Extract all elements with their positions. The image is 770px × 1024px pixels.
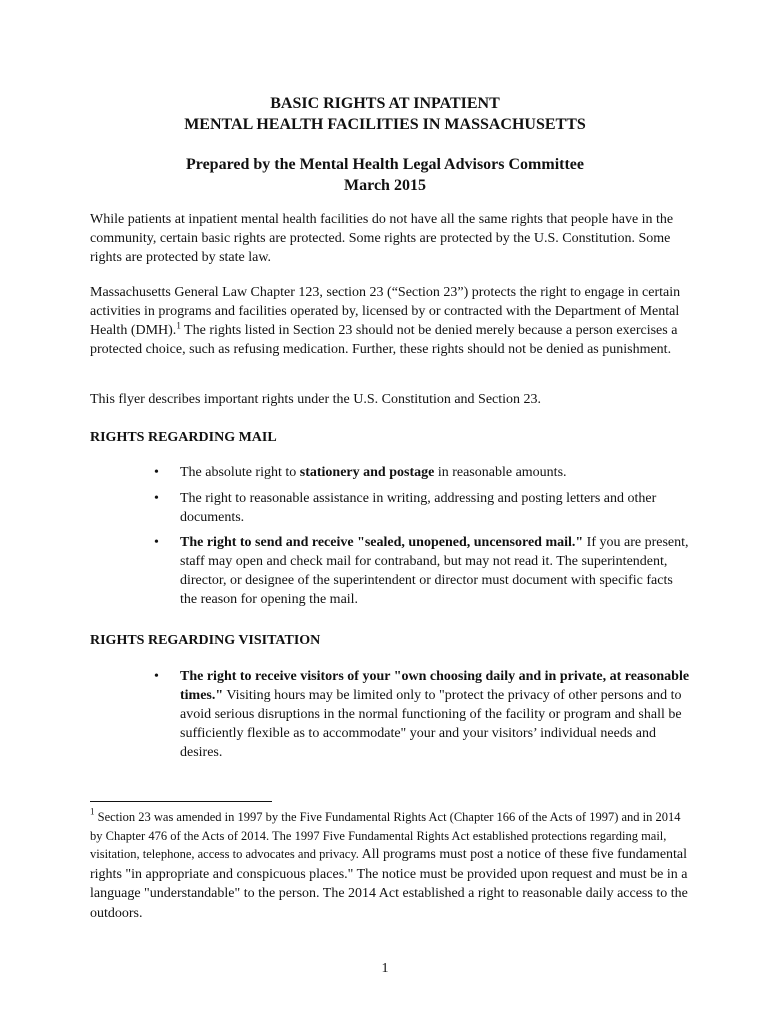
list-item-text: Visiting hours may be limited only to "protect the privacy of other persons and to avoid serious disruptions in the normal functioning of the facility or program and shall be sufficiently flexible as to accommodate" your and your visitors’ individual needs and desires.	[180, 688, 682, 760]
document-title-line-1: BASIC RIGHTS AT INPATIENT	[270, 95, 500, 112]
list-item-mail-sealed	[180, 533, 690, 609]
section-heading-mail: RIGHTS REGARDING MAIL	[90, 430, 277, 445]
bullet-visitation-1: •	[154, 669, 159, 684]
list-item-bold-text: The right to send and receive "sealed, unopened, uncensored mail."	[180, 535, 584, 550]
intro-paragraph-1: While patients at inpatient mental health facilities do not have all the same rights that people have in the community, certain basic rights are protected. Some rights are protected by the U.S. Constitution. Some rights are protected by state law.	[90, 212, 674, 265]
footnote-1	[90, 808, 690, 923]
document-title-line-2: MENTAL HEALTH FACILITIES IN MASSACHUSETTS	[184, 116, 586, 133]
bullet-mail-1: •	[154, 465, 159, 480]
intro-paragraph-2-continued: The rights listed in Section 23 should not be denied merely because a person exercises a protected choice, such as refusing medication. Further, these rights should not be denied as punishment.	[90, 323, 678, 357]
intro-paragraph-3: This flyer describes important rights under the U.S. Constitution and Section 23.	[90, 392, 542, 407]
list-item-bold-text: stationery and postage	[299, 465, 435, 480]
list-item-visitation-visitors	[180, 667, 690, 762]
subtitle-date: March 2015	[344, 177, 426, 194]
footnote-text-small: Section 23 was amended in 1997 by the Five Fundamental Rights Act (Chapter 166 of the Acts of 1997) and in 2014 by Chapter 476 of the Acts of 2014. The 1997 Five Fundamental Rights Act established protections regarding mail, visitation, telephone, access to advocates and privacy.	[90, 810, 681, 861]
bullet-mail-2: •	[154, 491, 159, 506]
page-number: 1	[381, 961, 389, 976]
footnote-text-large: All programs must post a notice of these five fundamental rights "in appropriate and conspicuous places." The notice must be provided upon request and must be in a language "understandable" to the person. The 2014 Act established a right to reasonable daily access to the outdoors.	[90, 847, 688, 921]
intro-paragraph-2	[90, 283, 690, 359]
section-heading-visitation: RIGHTS REGARDING VISITATION	[90, 633, 321, 648]
footnote-number: 1	[90, 806, 95, 817]
list-item-mail-stationery	[180, 463, 690, 482]
intro-paragraph-2-text: Massachusetts General Law Chapter 123, section 23 (“Section 23”) protects the right to engage in certain activities in programs and facilities operated by, licensed by or contracted with the Department of Mental Health (DMH).	[90, 285, 681, 338]
subtitle-prepared-by: Prepared by the Mental Health Legal Advisors Committee	[185, 156, 585, 173]
bullet-mail-3: •	[154, 535, 159, 550]
list-item-bold-text: The right to receive visitors of your "own choosing daily and in private, at reasonable times."	[180, 669, 690, 703]
list-item-text: If you are present, staff may open and check mail for contraband, but may not read it. The superintendent, director, or designee of the superintendent or director must document with specific facts the reason for opening the mail.	[180, 535, 689, 607]
list-item-text: in reasonable amounts.	[434, 465, 567, 480]
footnote-reference: 1	[176, 320, 181, 331]
list-item-text: The absolute right to	[180, 465, 300, 480]
list-item-mail-assistance: The right to reasonable assistance in writing, addressing and posting letters and other documents.	[180, 491, 657, 525]
footnote-divider	[90, 801, 272, 802]
